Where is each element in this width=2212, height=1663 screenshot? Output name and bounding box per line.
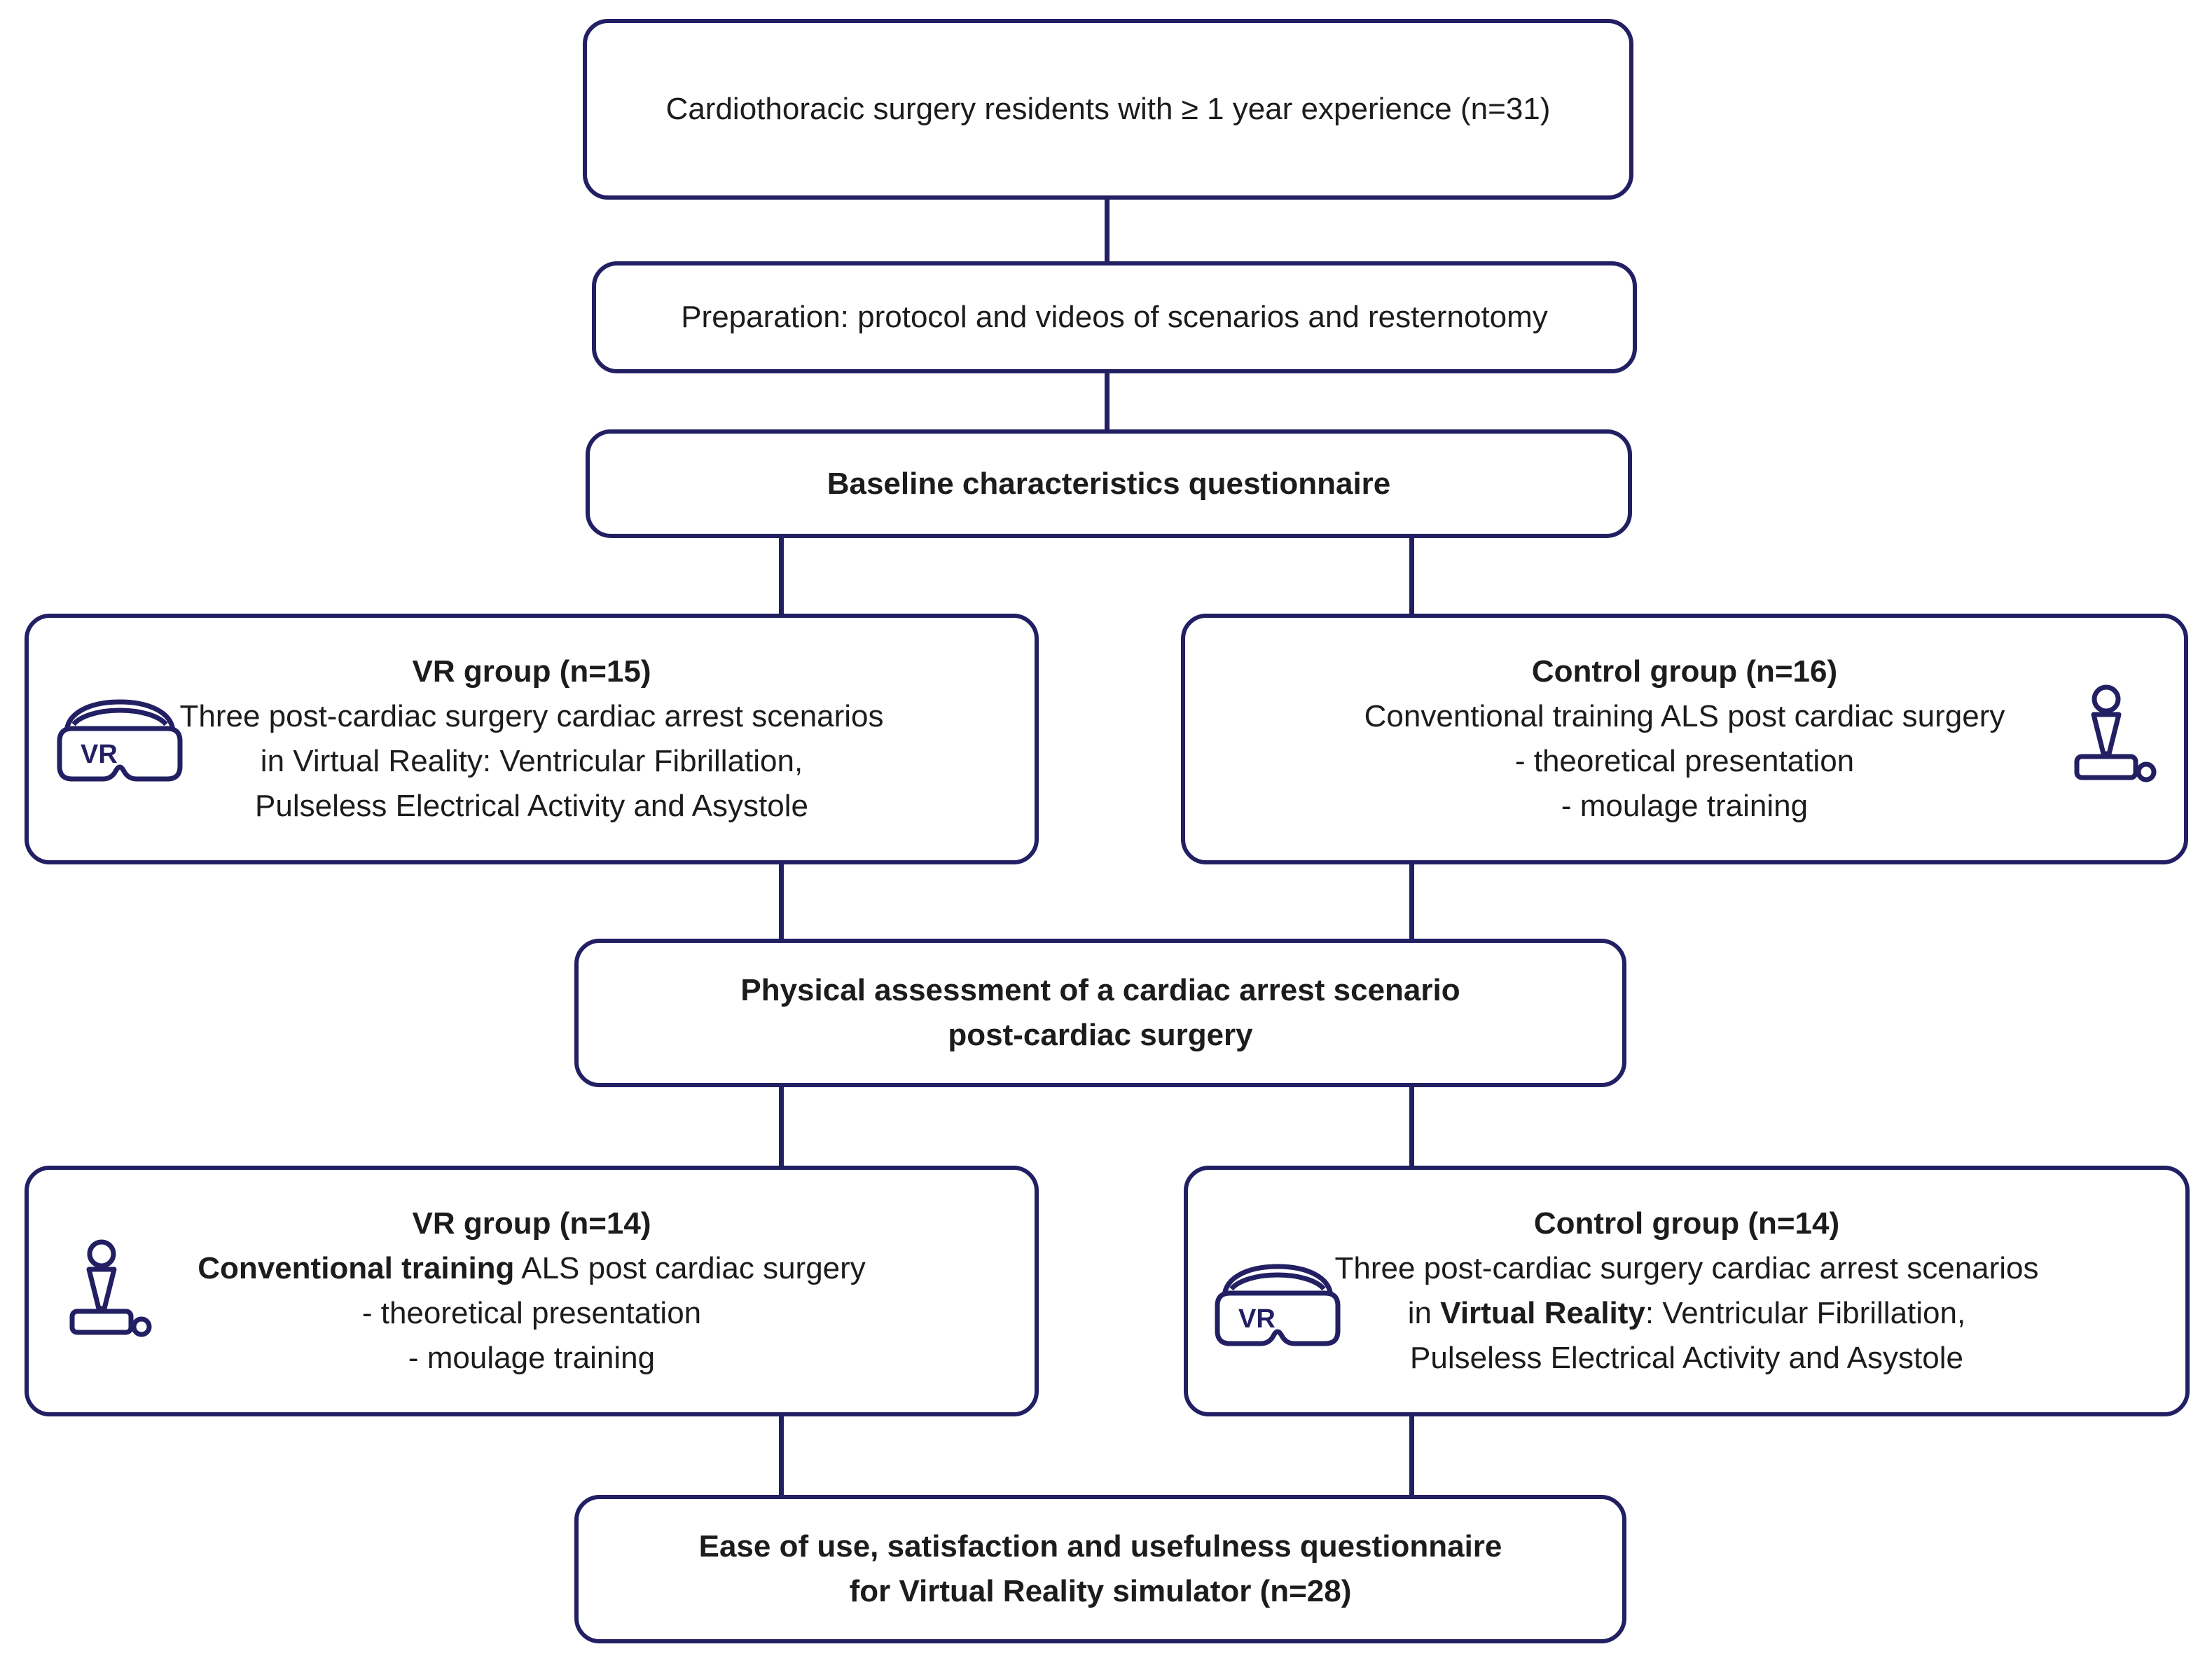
box-preparation bbox=[592, 261, 1637, 373]
baseline-text: Baseline characteristics questionnaire bbox=[827, 466, 1391, 501]
connector-assessment-control-group-2 bbox=[1409, 1087, 1414, 1166]
vr-group-1-line1: Three post-cardiac surgery cardiac arrest scenarios bbox=[179, 699, 884, 734]
assessment-line1: Physical assessment of a cardiac arrest scenario bbox=[740, 973, 1460, 1008]
control-group-2-line2-rest: : Ventricular Fibrillation, bbox=[1645, 1296, 1966, 1330]
vr-group-1-line2: in Virtual Reality: Ventricular Fibrillation, bbox=[260, 744, 803, 778]
control-group-2-line2-bold: Virtual Reality bbox=[1440, 1296, 1645, 1330]
vr-group-2-line1-bold: Conventional training bbox=[198, 1251, 515, 1286]
control-group-2-title: Control group (n=14) bbox=[1533, 1206, 1840, 1241]
control-group-2-line3: Pulseless Electrical Activity and Asystole bbox=[1410, 1340, 1963, 1375]
vr-group-2-line3: - moulage training bbox=[408, 1340, 656, 1375]
assessment-line2: post-cardiac surgery bbox=[948, 1018, 1253, 1052]
vr-headset-icon bbox=[50, 688, 190, 793]
vr-group-2-line2: - theoretical presentation bbox=[361, 1296, 702, 1330]
vr-group-2-title: VR group (n=14) bbox=[412, 1206, 651, 1241]
control-group-1-line2: - theoretical presentation bbox=[1514, 744, 1855, 778]
residents-text: Cardiothoracic surgery residents with ≥ 1 year experience (n=31) bbox=[665, 92, 1551, 127]
cpr-manikin-icon bbox=[2063, 682, 2157, 801]
final-line2: for Virtual Reality simulator (n=28) bbox=[849, 1574, 1352, 1608]
box-vr-group-1 bbox=[25, 614, 1039, 864]
vr-icon-label: VR bbox=[81, 740, 118, 769]
connector-vr-group-2-final bbox=[779, 1416, 784, 1495]
connector-residents-preparation bbox=[1105, 200, 1110, 261]
connector-preparation-baseline bbox=[1105, 373, 1110, 429]
cpr-manikin-icon bbox=[58, 1237, 153, 1356]
connector-baseline-control-group-1 bbox=[1409, 538, 1414, 614]
box-physical-assessment bbox=[574, 939, 1626, 1087]
connector-baseline-vr-group-1 bbox=[779, 538, 784, 614]
vr-group-1-title: VR group (n=15) bbox=[412, 654, 651, 689]
control-group-2-line2 bbox=[1408, 1291, 1965, 1336]
box-control-group-1 bbox=[1181, 614, 2188, 864]
control-group-2-line2-pre: in bbox=[1407, 1296, 1441, 1330]
vr-group-1-line3: Pulseless Electrical Activity and Asystole bbox=[255, 788, 808, 823]
box-baseline-questionnaire bbox=[586, 429, 1632, 538]
box-control-group-2 bbox=[1184, 1166, 2190, 1416]
connector-control-group-1-assessment bbox=[1409, 864, 1414, 939]
control-group-1-line3: - moulage training bbox=[1561, 788, 1809, 823]
vr-group-2-line1-rest: ALS post cardiac surgery bbox=[514, 1251, 866, 1286]
box-final-questionnaire bbox=[574, 1495, 1626, 1643]
vr-headset-icon bbox=[1208, 1253, 1348, 1358]
control-group-1-line1: Conventional training ALS post cardiac surgery bbox=[1364, 699, 2005, 734]
vr-group-2-line1 bbox=[198, 1246, 866, 1291]
connector-vr-group-1-assessment bbox=[779, 864, 784, 939]
preparation-text: Preparation: protocol and videos of scenarios and resternotomy bbox=[681, 300, 1548, 335]
vr-icon-label: VR bbox=[1238, 1304, 1276, 1334]
control-group-2-line1: Three post-cardiac surgery cardiac arrest scenarios bbox=[1334, 1251, 2039, 1286]
control-group-1-title: Control group (n=16) bbox=[1531, 654, 1838, 689]
box-residents bbox=[583, 19, 1633, 200]
connector-assessment-vr-group-2 bbox=[779, 1087, 784, 1166]
connector-control-group-2-final bbox=[1409, 1416, 1414, 1495]
final-line1: Ease of use, satisfaction and usefulness questionnaire bbox=[698, 1529, 1502, 1564]
box-vr-group-2 bbox=[25, 1166, 1039, 1416]
